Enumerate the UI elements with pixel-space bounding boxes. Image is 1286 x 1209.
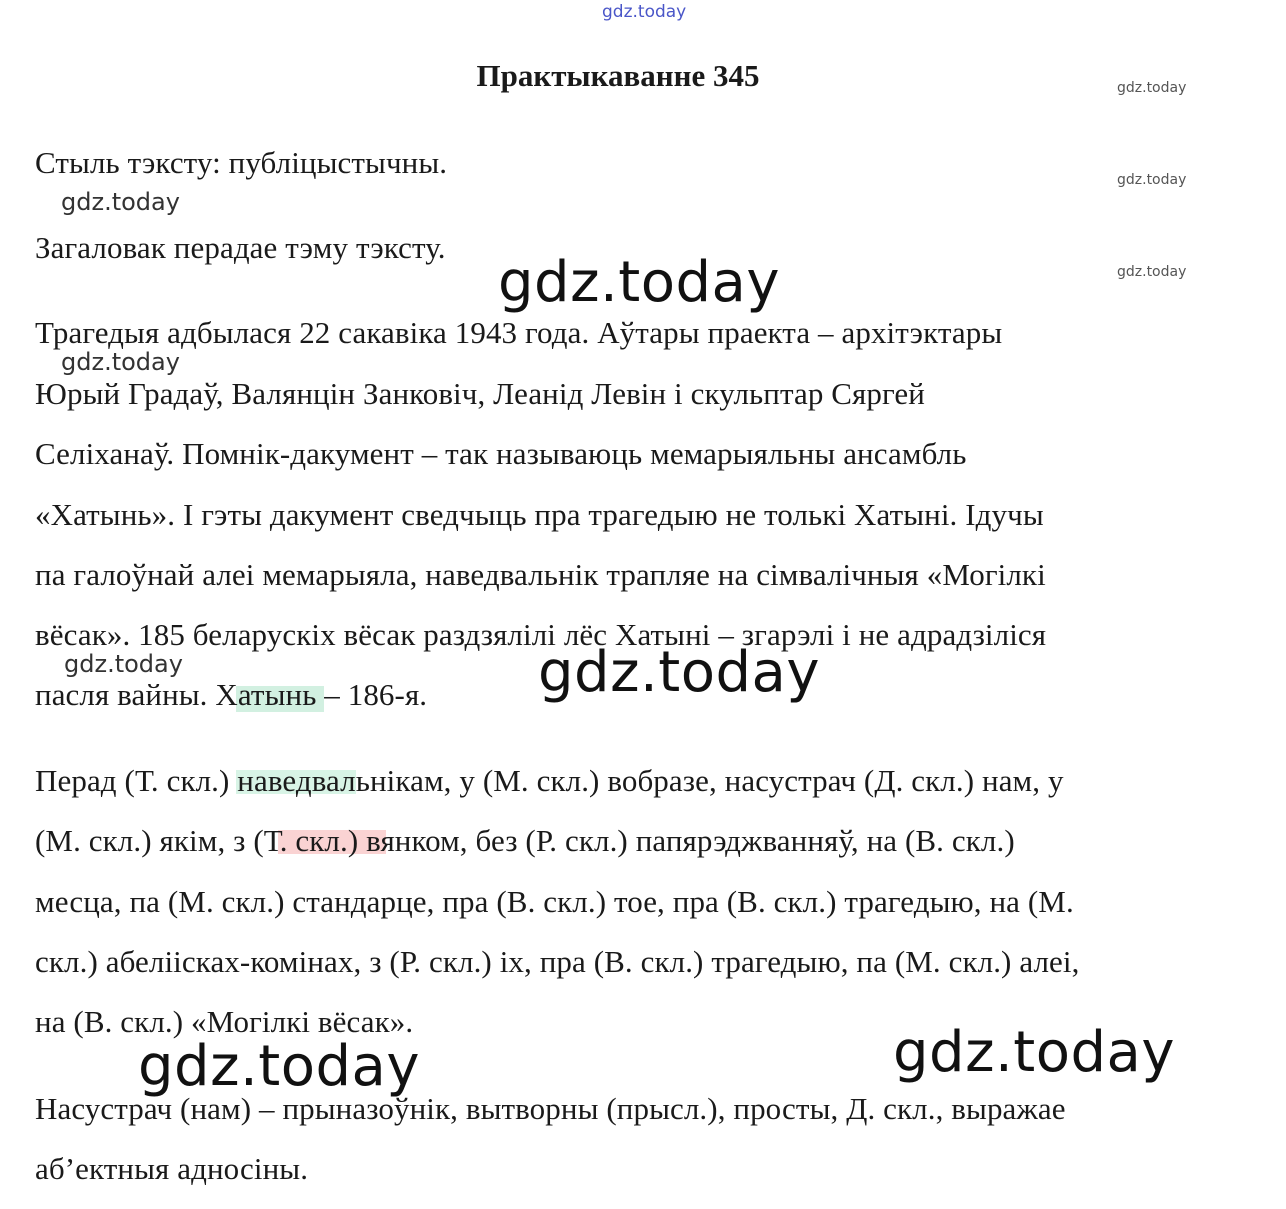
heading-line: Загаловак перадае тэму тэксту. <box>35 230 446 265</box>
paragraph3-line: Насустрач (нам) – прыназоўнік, вытворны (прысл.), просты, Д. скл., выражае <box>35 1091 1066 1126</box>
watermark: gdz.today <box>64 650 183 678</box>
paragraph2-line: Перад (Т. скл.) наведвальнікам, у (М. скл.) вобразе, насустрач (Д. скл.) нам, у <box>35 763 1064 798</box>
paragraph1-line: Селіханаў. Помнік-дакумент – так называюць мемарыяльны ансамбль <box>35 436 967 471</box>
watermark: gdz.today <box>1117 80 1187 96</box>
watermark: gdz.today <box>893 1020 1176 1085</box>
watermark: gdz.today <box>1117 172 1187 188</box>
paragraph2-line: на (В. скл.) «Могілкі вёсак». <box>35 1004 414 1039</box>
watermark-top: gdz.today <box>602 2 687 22</box>
paragraph1-line: Трагедыя адбылася 22 сакавіка 1943 года. Аўтары праекта – архітэктары <box>35 315 1003 350</box>
watermark: gdz.today <box>138 1034 421 1099</box>
paragraph1-line: па галоўнай алеі мемарыяла, наведвальнік трапляе на сімвалічныя «Могілкі <box>35 557 1046 592</box>
watermark: gdz.today <box>1117 264 1187 280</box>
paragraph2-line: скл.) абеліісках-комінах, з (Р. скл.) іх, пра (В. скл.) трагедыю, па (М. скл.) алеі, <box>35 944 1080 979</box>
paragraph3-line: аб’ектныя адносіны. <box>35 1151 309 1186</box>
page-title: Практыкаванне 345 <box>476 58 760 93</box>
watermark: gdz.today <box>61 188 180 216</box>
style-line: Стыль тэксту: публіцыстычны. <box>35 145 448 180</box>
paragraph2-line: месца, па (М. скл.) стандарце, пра (В. скл.) тое, пра (В. скл.) трагедыю, на (М. <box>35 884 1074 919</box>
watermark: gdz.today <box>538 640 821 705</box>
paragraph1-line: пасля вайны. Хатынь – 186-я. <box>35 677 428 712</box>
watermark: gdz.today <box>61 348 180 376</box>
watermark: gdz.today <box>498 250 781 315</box>
paragraph1-line: вёсак». 185 беларускіх вёсак раздзялілі лёс Хатыні – згарэлі і не адрадзіліся <box>35 617 1047 652</box>
paragraph1-line: Юрый Градаў, Валянцін Занковіч, Леанід Левін і скульптар Сяргей <box>35 376 925 411</box>
paragraph2-line: (М. скл.) якім, з (Т. скл.) вянком, без (Р. скл.) папярэджванняў, на (В. скл.) <box>35 823 1015 858</box>
paragraph1-line: «Хатынь». І гэты дакумент сведчыць пра трагедыю не толькі Хатыні. Ідучы <box>35 497 1044 532</box>
